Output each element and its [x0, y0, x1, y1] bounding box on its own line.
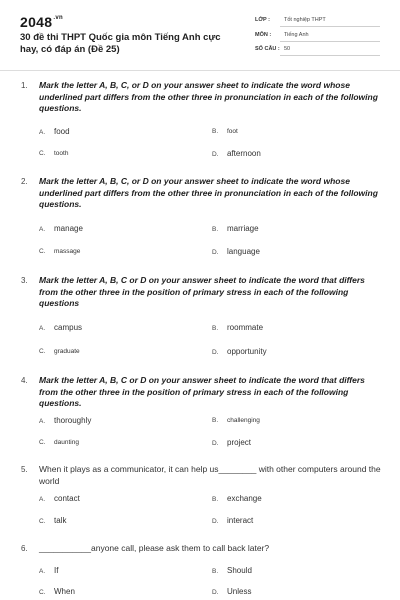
meta-subject-value: Tiếng Anh [284, 32, 309, 38]
option-text: Should [227, 566, 252, 575]
option-letter: A. [39, 568, 46, 575]
option-letter: C. [39, 518, 46, 525]
option-text: manage [54, 224, 83, 233]
option-letter: D. [212, 349, 219, 356]
meta-underline [280, 55, 380, 56]
question-number: 4. [21, 376, 28, 385]
option-a[interactable] [39, 127, 70, 136]
question-text: Mark the letter A, B, C, or D on your answer sheet to indicate the word whose underlined part differs from the other three in pronunciation in each of the following questions. [39, 80, 378, 113]
option-a[interactable] [39, 566, 58, 575]
option-b[interactable] [212, 494, 262, 503]
option-c[interactable] [39, 439, 79, 446]
option-text: contact [54, 494, 80, 503]
option-letter: B. [212, 325, 219, 332]
option-text: massage [54, 248, 81, 255]
option-letter: C. [39, 248, 46, 255]
option-letter: A. [39, 226, 46, 233]
option-c[interactable] [39, 348, 80, 355]
option-letter: A. [39, 418, 46, 425]
option-d[interactable] [212, 438, 251, 447]
meta-count-label: SỐ CÂU : [255, 46, 280, 52]
option-text: daunting [54, 439, 79, 446]
option-a[interactable] [39, 323, 82, 332]
option-a[interactable] [39, 494, 80, 503]
option-b[interactable] [212, 417, 260, 424]
option-letter: A. [39, 129, 46, 136]
option-letter: C. [39, 439, 46, 446]
option-letter: D. [212, 518, 219, 525]
logo-text: 2048 [20, 14, 53, 30]
meta-subject-label: MÔN : [255, 32, 272, 38]
option-text: project [227, 438, 252, 447]
question-text: Mark the letter A, B, C or D on your answer sheet to indicate the word that differs from the other three in the position of primary stress in each of the following questions [39, 275, 365, 308]
question-text: When it plays as a communicator, it can help us________ with other computers around the world [39, 464, 381, 486]
option-text: afternoon [227, 149, 261, 158]
option-letter: A. [39, 496, 46, 503]
question-number: 5. [21, 465, 28, 474]
option-text: Unless [227, 587, 252, 596]
option-letter: A. [39, 325, 46, 332]
option-text: interact [227, 516, 254, 525]
option-text: campus [54, 323, 83, 332]
option-d[interactable] [212, 587, 251, 596]
option-text: tooth [54, 150, 69, 157]
option-d[interactable] [212, 149, 261, 158]
option-text: graduate [54, 348, 80, 355]
page-header [0, 0, 400, 70]
option-text: marriage [227, 224, 259, 233]
option-a[interactable] [39, 416, 91, 425]
option-letter: B. [212, 417, 219, 424]
document-title: 30 đề thi THPT Quốc gia môn Tiếng Anh cực hay, có đáp án (Đề 25) [20, 32, 221, 55]
option-letter: D. [212, 151, 219, 158]
option-text: food [54, 127, 70, 136]
option-text: opportunity [227, 347, 267, 356]
option-text: roommate [227, 323, 264, 332]
option-text: If [54, 566, 59, 575]
header-divider [0, 70, 400, 71]
option-c[interactable] [39, 248, 80, 255]
meta-class-value: Tốt nghiệp THPT [284, 17, 326, 23]
question-number: 3. [21, 276, 28, 285]
question-number: 6. [21, 544, 28, 553]
option-b[interactable] [212, 224, 259, 233]
option-text: challenging [227, 417, 260, 424]
option-text: exchange [227, 494, 262, 503]
meta-class-label: LỚP : [255, 17, 270, 23]
option-d[interactable] [212, 247, 260, 256]
question-text: ___________anyone call, please ask them to call back later? [39, 543, 270, 553]
option-text: language [227, 247, 260, 256]
option-letter: D. [212, 589, 219, 596]
option-text: thoroughly [54, 416, 92, 425]
option-letter: C. [39, 150, 46, 157]
option-text: When [54, 587, 75, 596]
site-logo[interactable] [20, 14, 63, 30]
option-text: talk [54, 516, 67, 525]
option-letter: B. [212, 568, 219, 575]
option-letter: B. [212, 128, 219, 135]
option-d[interactable] [212, 516, 253, 525]
option-c[interactable] [39, 516, 66, 525]
option-letter: C. [39, 348, 46, 355]
question-number: 2. [21, 177, 28, 186]
meta-underline [280, 41, 380, 42]
option-letter: D. [212, 249, 219, 256]
option-text: foot [227, 128, 238, 135]
meta-count-value: 50 [284, 46, 291, 52]
option-letter: B. [212, 496, 219, 503]
logo-suffix: .vn [53, 15, 63, 22]
option-letter: D. [212, 440, 219, 447]
option-c[interactable] [39, 150, 68, 157]
option-letter: C. [39, 589, 46, 596]
question-text: Mark the letter A, B, C or D on your answer sheet to indicate the word that differs from the other three in the position of primary stress in each of the following questions. [39, 375, 365, 408]
question-number: 1. [21, 81, 28, 90]
question-text: Mark the letter A, B, C, or D on your answer sheet to indicate the word whose underlined part differs from the other three in pronunciation in each of the following questions. [39, 176, 378, 209]
meta-underline [280, 26, 380, 27]
option-c[interactable] [39, 587, 75, 596]
option-b[interactable] [212, 566, 252, 575]
option-a[interactable] [39, 224, 83, 233]
option-d[interactable] [212, 347, 267, 356]
option-letter: B. [212, 226, 219, 233]
option-b[interactable] [212, 323, 263, 332]
option-b[interactable] [212, 128, 238, 135]
